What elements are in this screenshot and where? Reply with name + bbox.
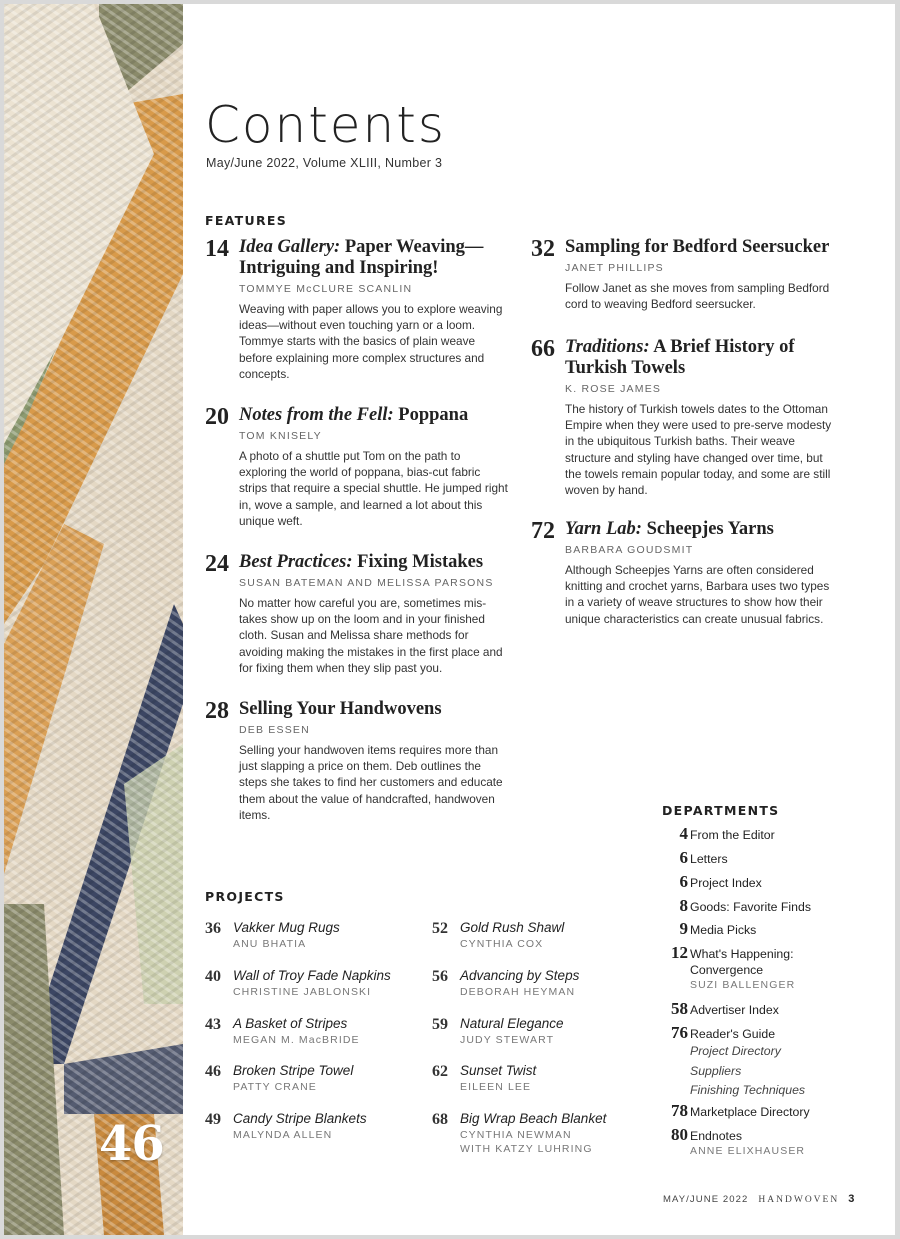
department-page-number: 6 bbox=[679, 848, 688, 867]
projects-heading: PROJECTS bbox=[205, 889, 285, 904]
project-title: Big Wrap Beach Blanket bbox=[460, 1111, 607, 1126]
feature-item[interactable] bbox=[205, 698, 515, 823]
feature-author: K. ROSE JAMES bbox=[565, 383, 662, 395]
feature-author: TOM KNISELY bbox=[239, 430, 322, 442]
feature-description: The history of Turkish towels dates to the Ottoman Empire when they were used to pre-serve modesty in the ubiquitous Turkish baths. Their weave structure and styling have changed over time, but the towels remain popular today, and some are still woven by hand. bbox=[565, 402, 832, 498]
department-item[interactable] bbox=[664, 848, 864, 867]
department-item[interactable] bbox=[664, 999, 864, 1018]
project-page-number: 52 bbox=[432, 920, 448, 937]
project-title: Broken Stripe Towel bbox=[233, 1063, 354, 1078]
department-page-number: 6 bbox=[679, 872, 688, 891]
feature-item[interactable] bbox=[205, 236, 515, 382]
department-title: Project Index bbox=[690, 876, 762, 890]
department-title: Advertiser Index bbox=[690, 1003, 779, 1017]
department-item[interactable] bbox=[664, 1101, 864, 1120]
department-title: Goods: Favorite Finds bbox=[690, 900, 811, 914]
department-title: Letters bbox=[690, 852, 728, 866]
feature-page-number: 32 bbox=[531, 236, 555, 262]
feature-title: Sampling for Bedford Seersucker bbox=[565, 237, 830, 257]
footer-magazine-name: HANDWOVEN bbox=[758, 1195, 840, 1205]
feature-item[interactable] bbox=[205, 551, 515, 676]
feature-page-number: 66 bbox=[531, 336, 555, 362]
feature-title: Notes from the Fell: Poppana bbox=[239, 405, 469, 425]
department-author: SUZI BALLENGER bbox=[690, 979, 796, 991]
feature-item[interactable] bbox=[531, 518, 841, 627]
feature-description: No matter how careful you are, sometimes mis-takes show up on the loom and in your finished cloth. Susan and Melissa share methods for avoiding making the mistakes in the first place and for fixing them when they slip past you. bbox=[239, 596, 503, 675]
project-page-number: 40 bbox=[205, 968, 221, 985]
department-page-number: 58 bbox=[671, 999, 688, 1018]
project-page-number: 46 bbox=[205, 1063, 221, 1080]
department-item[interactable] bbox=[664, 943, 864, 991]
project-page-number: 59 bbox=[432, 1016, 448, 1033]
project-page-number: 68 bbox=[432, 1111, 448, 1128]
feature-description: Although Scheepjes Yarns are often considered knitting and crochet yarns, Barbara uses two types in a variety of weave structures to show how their unique characteristics can create unusual fabrics. bbox=[565, 563, 830, 626]
project-author: JUDY STEWART bbox=[460, 1034, 555, 1046]
project-item[interactable] bbox=[432, 1063, 652, 1094]
issue-subtitle: May/June 2022, Volume XLIII, Number 3 bbox=[206, 156, 443, 170]
feature-description: Selling your handwoven items requires more than just slapping a price on them. Deb outlines the steps she takes to find her customers and educate them about the value of handcrafted, handwoven items. bbox=[239, 743, 503, 822]
department-title: From the Editor bbox=[690, 828, 775, 842]
page-footer bbox=[663, 1193, 854, 1205]
department-item[interactable] bbox=[664, 1125, 864, 1157]
project-item[interactable] bbox=[205, 1111, 425, 1142]
department-author: ANNE ELIXHAUSER bbox=[690, 1145, 806, 1157]
project-author: DEBORAH HEYMAN bbox=[460, 986, 576, 998]
project-item[interactable] bbox=[205, 1063, 425, 1094]
project-item[interactable] bbox=[205, 968, 425, 999]
fabric-illustration bbox=[4, 4, 183, 1235]
project-title: Advancing by Steps bbox=[460, 968, 580, 983]
project-title: Wall of Troy Fade Napkins bbox=[233, 968, 391, 983]
department-item[interactable] bbox=[664, 824, 864, 843]
project-author: PATTY CRANE bbox=[233, 1081, 317, 1093]
project-item[interactable] bbox=[205, 920, 425, 951]
magazine-page bbox=[4, 4, 895, 1235]
project-author: ANU BHATIA bbox=[233, 938, 307, 950]
project-page-number: 36 bbox=[205, 920, 221, 937]
project-title: Vakker Mug Rugs bbox=[233, 920, 340, 935]
project-author: MALYNDA ALLEN bbox=[233, 1129, 333, 1141]
feature-page-number: 20 bbox=[205, 404, 229, 430]
department-item[interactable] bbox=[664, 1023, 864, 1101]
feature-title: Traditions: A Brief History of Turkish Towels bbox=[565, 337, 795, 378]
department-subitem[interactable]: Suppliers bbox=[690, 1063, 742, 1078]
feature-description: Weaving with paper allows you to explore weaving ideas—without even touching yarn or a loom. Tommye starts with the basics of plain weave before explaining more complex structures and concepts. bbox=[239, 302, 503, 381]
project-author: MEGAN M. MacBRIDE bbox=[233, 1034, 360, 1046]
feature-item[interactable] bbox=[205, 404, 515, 529]
photo-page-number: 46 bbox=[99, 1116, 164, 1172]
feature-item[interactable] bbox=[531, 336, 841, 498]
project-item[interactable] bbox=[432, 1016, 652, 1047]
department-item[interactable] bbox=[664, 896, 864, 915]
project-page-number: 49 bbox=[205, 1111, 221, 1128]
department-page-number: 12 bbox=[671, 943, 688, 962]
project-title: Sunset Twist bbox=[460, 1063, 537, 1078]
feature-title: Selling Your Handwovens bbox=[239, 699, 442, 719]
project-item[interactable] bbox=[432, 1111, 652, 1156]
department-title: Endnotes bbox=[690, 1129, 742, 1143]
feature-author: BARBARA GOUDSMIT bbox=[565, 544, 694, 556]
department-page-number: 80 bbox=[671, 1125, 688, 1144]
feature-author: DEB ESSEN bbox=[239, 724, 310, 736]
feature-page-number: 14 bbox=[205, 236, 229, 262]
department-subitem[interactable]: Project Directory bbox=[690, 1044, 781, 1058]
department-title: Reader's Guide bbox=[690, 1027, 776, 1041]
project-author: CYNTHIA COX bbox=[460, 938, 544, 950]
feature-author: TOMMYE McCLURE SCANLIN bbox=[239, 283, 413, 295]
departments-heading: DEPARTMENTS bbox=[662, 803, 780, 818]
cover-photo-woven-fabric bbox=[4, 4, 183, 1235]
department-page-number: 9 bbox=[679, 919, 688, 938]
project-page-number: 62 bbox=[432, 1063, 448, 1080]
department-title-line2: Convergence bbox=[690, 963, 764, 977]
department-item[interactable] bbox=[664, 919, 864, 938]
project-item[interactable] bbox=[432, 920, 652, 951]
department-title: Media Picks bbox=[690, 923, 757, 937]
feature-page-number: 24 bbox=[205, 551, 229, 577]
project-page-number: 43 bbox=[205, 1016, 221, 1033]
project-title: Candy Stripe Blankets bbox=[233, 1111, 367, 1126]
feature-page-number: 28 bbox=[205, 698, 229, 724]
department-title: What's Happening: bbox=[690, 947, 794, 961]
project-author: CYNTHIA NEWMAN bbox=[460, 1129, 572, 1141]
footer-issue: MAY/JUNE 2022 bbox=[663, 1194, 749, 1205]
project-author: CHRISTINE JABLONSKI bbox=[233, 986, 372, 998]
project-title: Natural Elegance bbox=[460, 1016, 564, 1031]
department-page-number: 4 bbox=[679, 824, 688, 843]
project-coauthor: WITH KATZY LUHRING bbox=[460, 1143, 593, 1155]
footer-page-number: 3 bbox=[848, 1193, 855, 1205]
feature-item[interactable] bbox=[531, 236, 841, 312]
department-page-number: 8 bbox=[679, 896, 688, 915]
feature-author: JANET PHILLIPS bbox=[565, 262, 664, 274]
features-heading: FEATURES bbox=[205, 213, 288, 228]
feature-description: A photo of a shuttle put Tom on the path to exploring the world of poppana, bias-cut fabric strips that require a special shuttle. He jumped right in, wove a sample, and learned a lot about this unique weft. bbox=[239, 449, 508, 528]
project-page-number: 56 bbox=[432, 968, 448, 985]
project-item[interactable] bbox=[432, 968, 652, 999]
department-item[interactable] bbox=[664, 872, 864, 891]
project-author: EILEEN LEE bbox=[460, 1081, 532, 1093]
department-subitem[interactable]: Finishing Techniques bbox=[690, 1083, 806, 1097]
project-item[interactable] bbox=[205, 1016, 425, 1047]
page-title: Contents bbox=[205, 96, 446, 154]
feature-title: Best Practices: Fixing Mistakes bbox=[239, 552, 484, 572]
feature-title: Yarn Lab: Scheepjes Yarns bbox=[565, 519, 774, 539]
department-page-number: 78 bbox=[671, 1101, 688, 1120]
department-title: Marketplace Directory bbox=[690, 1105, 810, 1119]
department-page-number: 76 bbox=[671, 1023, 688, 1042]
feature-author: SUSAN BATEMAN AND MELISSA PARSONS bbox=[239, 577, 494, 589]
project-title: Gold Rush Shawl bbox=[460, 920, 565, 935]
feature-title: Idea Gallery: Paper Weaving—Intriguing and Inspiring! bbox=[239, 237, 484, 278]
feature-page-number: 72 bbox=[531, 518, 555, 544]
feature-description: Follow Janet as she moves from sampling Bedford cord to weaving Bedford seersucker. bbox=[565, 281, 830, 312]
project-title: A Basket of Stripes bbox=[233, 1016, 348, 1031]
